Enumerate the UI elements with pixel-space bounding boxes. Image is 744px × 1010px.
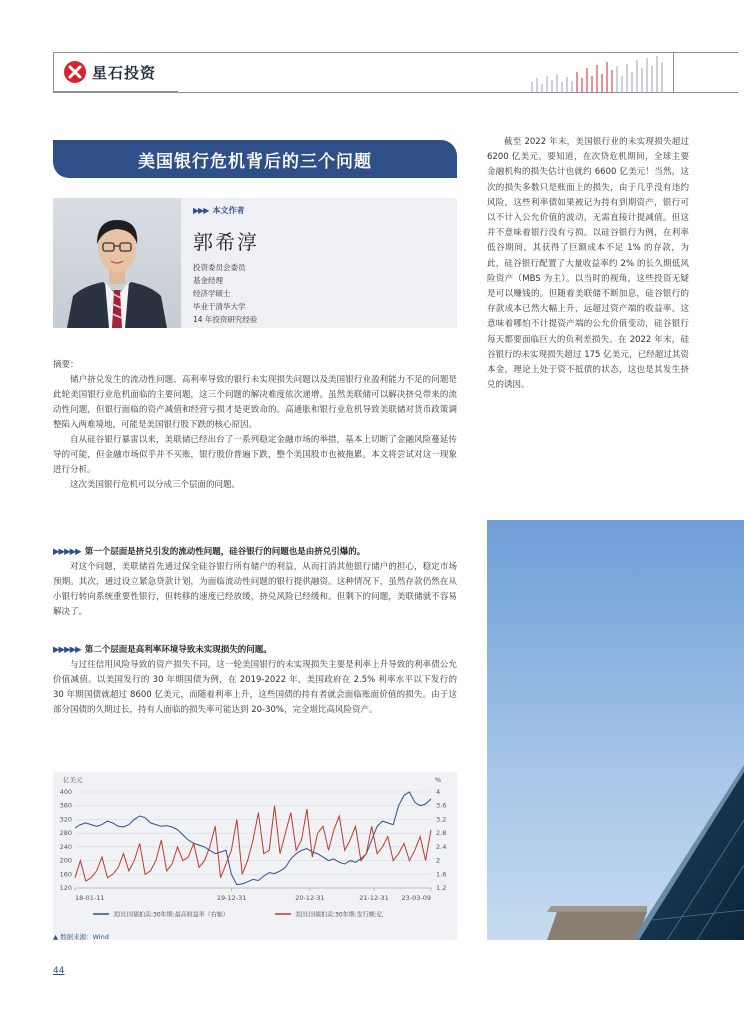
right-tick-label: 1.2 — [436, 884, 447, 892]
abstract-paragraph: 这次美国银行危机可以分成三个层面的问题。 — [70, 480, 241, 490]
section-arrows-icon: ▶▶▶▶▶ — [53, 547, 81, 557]
abstract-section — [53, 358, 457, 493]
section-1 — [53, 545, 457, 620]
header-bottom-rule — [53, 92, 738, 93]
right-tick-label: 4 — [436, 788, 441, 796]
left-tick-label: 400 — [59, 788, 72, 796]
source-triangle-icon: ▲ — [53, 933, 61, 941]
left-tick-label: 120 — [59, 884, 72, 892]
legend-label: 美国:国债拍卖:30年期:发行额:亿 — [295, 911, 383, 919]
left-tick-label: 160 — [59, 870, 72, 879]
author-box — [53, 198, 457, 328]
left-tick-label: 360 — [59, 801, 72, 810]
right-unit-label: % — [435, 776, 442, 784]
x-tick-label: 23-03-09 — [401, 894, 431, 902]
right-tick-label: 3.6 — [436, 801, 447, 810]
line-chart — [53, 772, 457, 932]
right-tick-label: 2 — [436, 856, 441, 865]
header-logo[interactable] — [53, 52, 178, 92]
section-2 — [53, 643, 457, 718]
chart-panel — [53, 772, 457, 940]
abstract-paragraph: 自从硅谷银行暴雷以来，美联储已经出台了一系列稳定金融市场的举措，基本上切断了金融风险蔓延传导的可能，但金融市场似乎并不买账，银行股价普遍下跌，整个美国股市也被拖累。本文将尝试对这一现象进行分析。 — [53, 435, 457, 475]
header-divider — [673, 52, 674, 93]
abstract-paragraph: 储户挤兑发生的流动性问题、高利率导致的银行未实现损失问题以及美国银行业盈利能力不足的问题是此轮美国银行业危机面临的主要问题，这三个问题的解决难度依次递增。虽然美联储可以解决挤兑带来的流动性问题，但银行面临的资产减值和经营亏损才是更致命的。高通胀和银行业危机导致美联储对货币政策调整陷入两难境地，可能是美国银行股下跌的核心原因。 — [53, 375, 457, 430]
page-number: 44 — [53, 966, 65, 976]
x-tick-label: 21-12-31 — [359, 894, 389, 902]
brand-logo-icon — [64, 61, 86, 83]
left-tick-label: 280 — [59, 829, 72, 838]
building-photo — [487, 520, 744, 940]
left-tick-label: 320 — [59, 815, 72, 824]
author-title-item: 毕业于清华大学 — [193, 302, 246, 311]
author-name: 郭希淳 — [193, 230, 259, 254]
section-2-heading: ▶▶▶▶▶ 第二个层面是高利率环境导致未实现损失的问题。 — [53, 645, 272, 655]
left-tick-label: 240 — [59, 842, 72, 851]
chart-source: ▲ 数据来源：Wind — [53, 933, 109, 941]
right-tick-label: 1.6 — [436, 870, 447, 879]
chart-axes — [60, 788, 447, 902]
chart-legend — [93, 911, 383, 919]
author-title-item: 投资委员会委员 — [193, 263, 246, 272]
section-2-body: 与过往信用风险导致的资产损失不同，这一轮美国银行的未实现损失主要是利率上升导致的利率债公允价值减值。以美国发行的 30 年期国债为例，在 2019-2022 年，美国政府在 2.5% 利率水平以下发行的 30 年期国债就超过 8600 亿美元，而随着利率上升，这些国债的持有者就会面临账面价值的损失。由于这部分国债的久期过长，持有人面临的损失率可能达到 20-30%，完全堪比高风险资产。 — [53, 660, 457, 715]
header-top-rule — [178, 52, 738, 53]
abstract-label: 摘要： — [53, 360, 79, 370]
right-tick-label: 2.8 — [436, 829, 447, 838]
author-arrows-icon: ▶▶▶ — [193, 206, 209, 215]
x-tick-label: 20-12-31 — [295, 894, 325, 902]
section-arrows-icon: ▶▶▶▶▶ — [53, 645, 81, 655]
x-tick-label: 18-01-11 — [75, 894, 105, 902]
author-title-item: 经济学硕士 — [193, 289, 231, 298]
right-tick-label: 3.2 — [436, 815, 447, 824]
author-label: ▶▶▶ 本文作者 — [193, 206, 245, 215]
author-portrait — [53, 198, 181, 328]
legend-label: 美国:国债拍卖:30年期:最高收益率（右轴） — [113, 911, 229, 919]
author-title-item: 基金经理 — [193, 276, 223, 285]
brand-name: 星石投资 — [92, 63, 157, 82]
article-title-banner — [53, 140, 457, 178]
right-tick-label: 2.4 — [436, 842, 447, 851]
section-1-body: 对这个问题，美联储首先通过保全硅谷银行所有储户的利益，从而打消其他银行储户的担心，稳定市场预期。其次，通过设立紧急贷款计划，为面临流动性问题的银行提供融资。这种情况下，虽然存款仍然在从小银行转向系统重要性银行，但转移的速度已经放缓，挤兑风险已经缓和。但剩下的问题，美联储就不容易解决了。 — [53, 562, 457, 617]
article-title: 美国银行危机背后的三个问题 — [138, 151, 372, 172]
author-title-item: 14 年投资研究经验 — [193, 315, 258, 324]
left-unit-label: 亿美元 — [63, 776, 83, 784]
left-tick-label: 200 — [59, 856, 72, 865]
author-titles — [193, 261, 257, 326]
right-column-text: 截至 2022 年末，美国银行业的未实现损失超过 6200 亿美元。要知道，在次贷危机期间，全球主要金融机构的损失估计也就约 6600 亿美元！当然，这次的损失多数只是账面上的损失，由于几乎没有违约风险，这些利率债如果被记为持有到期资产，银行可以不计入公允价值的波动，无需直接计提减值。但这并不意味着银行没有亏损。以硅谷银行为例，在利率低谷期间，其获得了巨额成本不足 1% 的存款，为此，硅谷银行配置了大量收益率约 2% 的长久期低风险资产（MBS 为主）。以当时的视角，这些投资无疑是可以赚钱的。但随着美联储不断加息，硅谷银行的存款成本已然大幅上升，远超过资产端的收益率。这意味着哪怕不计提资产端的公允价值变动，硅谷银行每天都要面临巨大的负利差损失。在 2022 年末，硅谷银行的未实现损失超过 175 亿美元，已经超过其资本金，理论上处于资不抵债的状态，这也是其发生挤兑的诱因。 — [487, 137, 689, 391]
series-line — [75, 806, 431, 881]
header-bar-decoration — [530, 56, 670, 92]
x-tick-label: 19-12-31 — [216, 894, 247, 902]
section-1-heading: ▶▶▶▶▶ 第一个层面是挤兑引发的流动性问题，硅谷银行的问题也是由挤兑引爆的。 — [53, 547, 366, 557]
